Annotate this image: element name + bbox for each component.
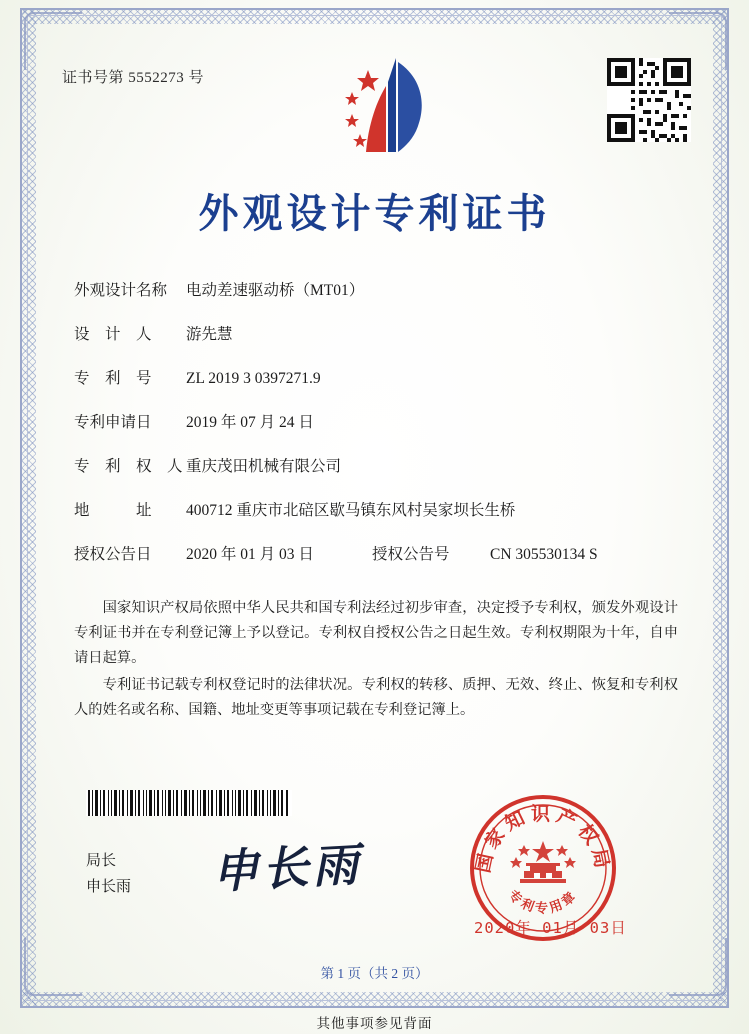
barcode <box>86 790 292 816</box>
paragraph-2: 专利证书记载专利权登记时的法律状况。专利权的转移、质押、无效、终止、恢复和专利权人的姓名或名称、国籍、地址变更等事项记载在专利登记簿上。 <box>74 677 678 718</box>
field-label-address: 地 址 <box>74 502 152 519</box>
field-value-grant-number: CN 305530134 S <box>490 546 598 563</box>
director-name-label: 申长雨 <box>86 879 132 895</box>
field-row-patentee <box>74 454 674 498</box>
field-label-patentee: 专 利 权 人 <box>74 458 183 475</box>
paragraph-1: 国家知识产权局依照中华人民共和国专利法经过初步审查，决定授予专利权，颁发外观设计专利证书并在专利登记簿上予以登记。专利权自授权公告之日起生效。专利权期限为十年，自申请日起算。 <box>74 600 678 666</box>
field-value-grant-date: 2020 年 01 月 03 日 <box>186 546 314 563</box>
field-value-application-date: 2019 年 07 月 24 日 <box>186 414 314 431</box>
field-row-address <box>74 498 674 542</box>
field-label-patent-number: 专 利 号 <box>74 370 152 387</box>
certificate-number: 证书号第 5552273 号 <box>62 70 205 86</box>
svg-text:专利专用章: 专利专用章 <box>504 887 582 917</box>
field-label-designer: 设 计 人 <box>74 326 152 343</box>
field-row-patent-number <box>74 366 674 410</box>
field-value-design-name: 电动差速驱动桥（MT01） <box>186 282 365 299</box>
svg-text:国家知识产权局: 国家知识产权局 <box>472 803 614 875</box>
seal-date: 2020年 01月 03日 <box>474 919 627 937</box>
field-value-designer: 游先慧 <box>186 326 233 343</box>
field-row-grant <box>74 542 674 586</box>
director-title-label: 局长 <box>86 853 117 869</box>
page-indicator: 第 1 页（共 2 页） <box>320 966 429 981</box>
field-label-grant-number: 授权公告号 <box>372 546 450 563</box>
field-list <box>74 278 674 586</box>
footer-note: 其他事项参见背面 <box>316 1016 433 1031</box>
field-value-patent-number: ZL 2019 3 0397271.9 <box>186 370 321 387</box>
cnipa-logo <box>330 52 440 160</box>
field-label-application-date: 专利申请日 <box>74 414 152 431</box>
field-row-design-name <box>74 278 674 322</box>
corner-ornament-top-left <box>24 12 82 70</box>
handwritten-signature: 申长雨 <box>210 837 364 899</box>
field-label-grant-date: 授权公告日 <box>74 546 152 563</box>
field-label-design-name: 外观设计名称 <box>74 282 168 299</box>
page-title: 外观设计专利证书 <box>198 190 551 237</box>
signature-labels <box>86 848 131 900</box>
field-value-patentee: 重庆茂田机械有限公司 <box>186 458 342 475</box>
qr-code <box>607 58 691 142</box>
field-value-address: 400712 重庆市北碚区歇马镇东风村吴家坝长生桥 <box>186 502 516 519</box>
field-row-designer <box>74 322 674 366</box>
legal-text-block <box>74 596 678 725</box>
field-row-application-date <box>74 410 674 454</box>
